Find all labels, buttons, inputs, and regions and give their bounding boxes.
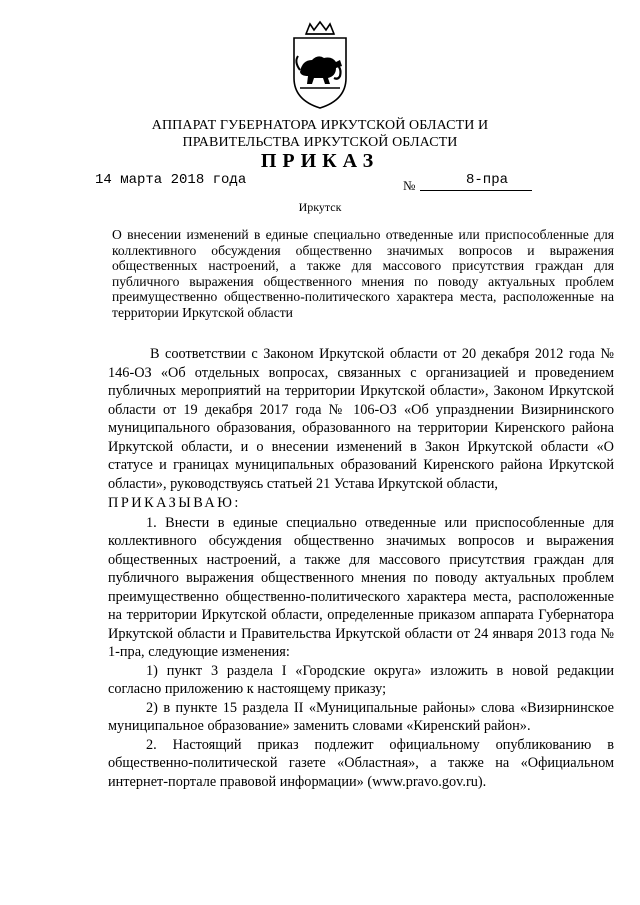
item-2-paragraph: 2. Настоящий приказ подлежит официальному опубликованию в общественно-политической газете «Областная», а также на «Официальном интернет-портале правовой информации» (www.pravo.gov.ru).	[108, 736, 614, 790]
city-label: Иркутск	[298, 200, 342, 214]
document-body	[108, 345, 614, 791]
subitem-2-paragraph: 2) в пункте 15 раздела II «Муниципальные районы» слова «Визирнинское муниципальное образование» заменить словами «Киренский район».	[108, 699, 614, 734]
subitem-1-paragraph: 1) пункт 3 раздела I «Городские округа» изложить в новой редакции согласно приложению к настоящему приказу;	[108, 662, 614, 697]
issuer-line-1: АППАРАТ ГУБЕРНАТОРА ИРКУТСКОЙ ОБЛАСТИ И	[151, 118, 489, 133]
issuer-line-2: ПРАВИТЕЛЬСТВА ИРКУТСКОЙ ОБЛАСТИ	[182, 135, 458, 150]
preamble-paragraph: В соответствии с Законом Иркутской области от 20 декабря 2012 года № 146-ОЗ «Об отдельных вопросах, связанных с организацией и проведением публичных мероприятий на территории Иркутской области», Законом Иркутской области от 19 декабря 2017 года № 106-ОЗ «Об упразднении Визирнинского муниципального образования, образованного на территории Киренского района Иркутской области, и о внесении изменений в Закон Иркутской области «О статусе и границах муниципальных образований Киренского района Иркутской области», руководствуясь статьей 21 Устава Иркутской области,	[108, 346, 614, 492]
coat-of-arms-emblem	[288, 20, 352, 110]
order-word: ПРИКАЗЫВАЮ:	[108, 495, 241, 511]
document-title: ПРИКАЗ	[260, 150, 380, 172]
number-label: №	[403, 178, 416, 193]
number-underline	[420, 190, 532, 191]
document-number: 8-пра	[466, 172, 509, 188]
item-1-paragraph: 1. Внести в единые специально отведенные или приспособленные для коллективного обсуждения общественно значимых вопросов и выражения общественных настроений, а также для массового присутствия граждан для публичного выражения общественного мнения по поводу актуальных проблем преимущественно общественно-политического характера места, расположенные на территории Иркутской области, определенные приказом аппарата Губернатора Иркутской области и Правительства Иркутской области от 24 января 2013 года № 1-пра, следующие изменения:	[108, 514, 614, 660]
document-date: 14 марта 2018 года	[95, 172, 247, 188]
document-subject: О внесении изменений в единые специально отведенные или приспособленные для коллективного обсуждения общественно значимых вопросов и выражения общественных настроений, а также для массового присутствия граждан для публичного выражения общественного мнения по поводу актуальных проблем преимущественно общественно-политического характера места, расположенные на территории Иркутской области	[112, 227, 614, 320]
